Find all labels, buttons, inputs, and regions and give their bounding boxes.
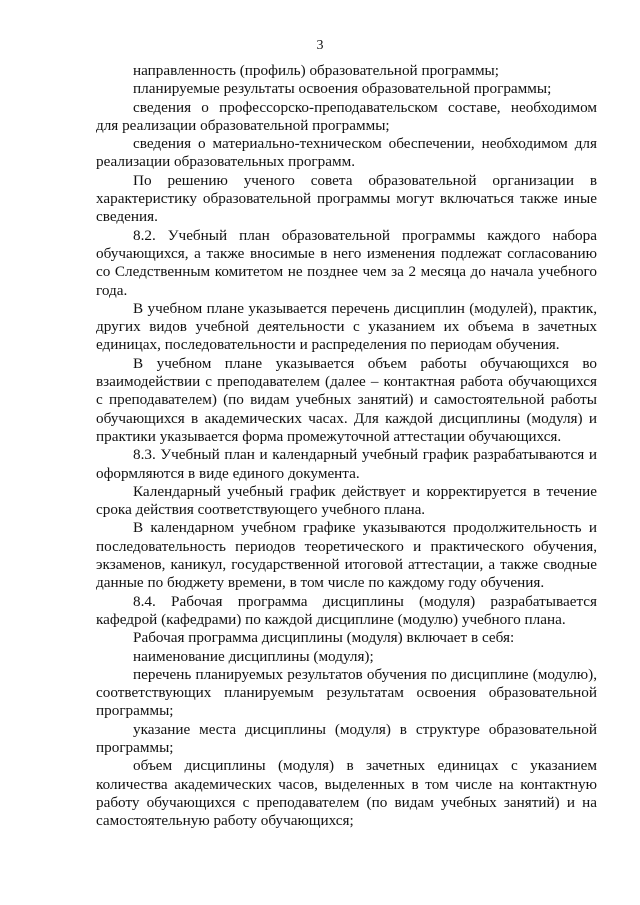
paragraph: сведения о профессорско-преподавательском составе, необходимом для реализации образовательной программы; — [96, 98, 597, 134]
paragraph: планируемые результаты освоения образовательной программы; — [133, 80, 552, 98]
paragraph: перечень планируемых результатов обучения по дисциплине (модулю), соответствующих планируемым результатам освоения образовательной программы; — [96, 665, 597, 720]
paragraph: В учебном плане указывается объем работы обучающихся во взаимодействии с преподавателем (далее – контактная работа обучающихся с преподавателем) (по видам учебных занятий) и самостоятельной работы обучающихся в академических часах. Для каждой дисциплины (модуля) и практики указывается форма промежуточной аттестации обучающихся. — [96, 354, 597, 445]
paragraph: В календарном учебном графике указываются продолжительность и последовательность периодов теоретического и практического обучения, экзаменов, каникул, государственной итоговой аттестации, а также сводные данные по бюджету времени, в том числе по каждому году обучения. — [96, 519, 597, 592]
paragraph: Рабочая программа дисциплины (модуля) включает в себя: — [133, 629, 515, 647]
paragraph: направленность (профиль) образовательной программы; — [133, 62, 499, 79]
paragraph: сведения о материально-техническом обеспечении, необходимом для реализации образовательных программ. — [96, 135, 597, 171]
paragraph: 8.3. Учебный план и календарный учебный график разрабатываются и оформляются в виде единого документа. — [96, 446, 597, 482]
paragraph: 8.4. Рабочая программа дисциплины (модуля) разрабатывается кафедрой (кафедрами) по каждой дисциплине (модулю) учебного плана. — [96, 592, 597, 628]
document-body — [96, 62, 597, 830]
paragraph: В учебном плане указывается перечень дисциплин (модулей), практик, других видов учебной деятельности с указанием их объема в зачетных единицах, последовательности и распределения по периодам обучения. — [96, 299, 597, 354]
paragraph: Календарный учебный график действует и корректируется в течение срока действия соответствующего учебного плана. — [96, 482, 597, 519]
page-number: 3 — [316, 38, 324, 53]
paragraph: 8.2. Учебный план образовательной программы каждого набора обучающихся, а также вносимые в него изменения подлежат согласованию со Следственным комитетом не позднее чем за 2 месяца до начала учебного года. — [96, 226, 597, 299]
paragraph: объем дисциплины (модуля) в зачетных единицах с указанием количества академических часов, выделенных в том числе на контактную работу обучающихся с преподавателем (по видам учебных занятий) и на самостоятельную работу обучающихся; — [96, 757, 597, 830]
paragraph: указание места дисциплины (модуля) в структуре образовательной программы; — [96, 720, 597, 756]
paragraph: По решению ученого совета образовательной организации в характеристику образовательной программы могут включаться также иные сведения. — [96, 171, 597, 226]
paragraph: наименование дисциплины (модуля); — [133, 647, 374, 665]
